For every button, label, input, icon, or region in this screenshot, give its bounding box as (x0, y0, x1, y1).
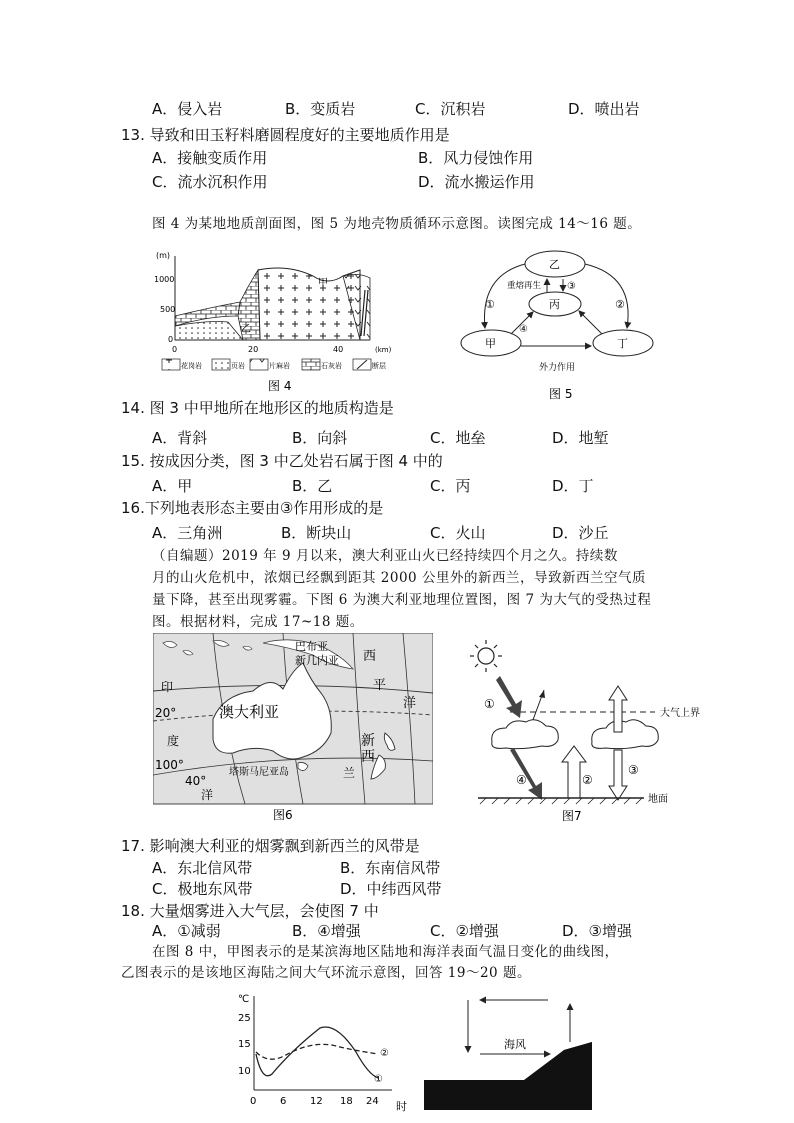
fig5-label-external: 外力作用 (539, 363, 576, 373)
fig8-y-tick-10: 10 (238, 1066, 251, 1077)
fig4-legend-fault: 断层 (372, 362, 386, 370)
q12-option-b: B．变质岩 (285, 100, 356, 118)
q18-option-b: B．④增强 (292, 922, 361, 940)
fig4-x-unit: (km) (375, 346, 392, 354)
q15-stem: 15. 按成因分类，图 3 中乙处岩石属于图 4 中的 (121, 452, 443, 470)
fig6-label-du: 度 (167, 734, 180, 748)
fig6-label-new-guinea: 新几内亚 (295, 654, 339, 667)
q14-option-d: D．地堑 (552, 429, 609, 447)
fig4-y-tick-500: 500 (160, 305, 176, 314)
q13-option-b: B．风力侵蚀作用 (418, 149, 534, 167)
fig8-mark-2: ② (380, 1048, 389, 1059)
q16-stem: 16.下列地表形态主要由③作用形成的是 (121, 499, 384, 517)
fig6-label-xi2: 西 (361, 749, 375, 765)
fig4-legend-shale: 页岩 (231, 362, 245, 370)
intro3-line1: 在图 8 中，甲图表示的是某滨海地区陆地和海洋表面气温日变化的曲线图， (152, 944, 619, 960)
q12-option-a: A．侵入岩 (152, 100, 223, 118)
fig6-label-xi: 西 (363, 649, 377, 664)
fig4-label-jia: 甲 (318, 278, 328, 289)
fig8-y-unit: ℃ (238, 994, 250, 1005)
fig5-mark-2: ② (615, 298, 625, 311)
fig4-x-tick-40: 40 (333, 345, 344, 354)
q13-option-a: A．接触变质作用 (152, 149, 268, 167)
q18-option-c: C．②增强 (430, 922, 499, 940)
q14-stem: 14. 图 3 中甲地所在地形区的地质构造是 (121, 399, 394, 417)
fig5-node-ding: 丁 (617, 337, 628, 350)
q18-option-a: A．①减弱 (152, 922, 221, 940)
fig4-y-tick-0: 0 (168, 335, 174, 344)
fig6-label-australia: 澳大利亚 (219, 703, 280, 721)
fig8-y-tick-25: 25 (238, 1013, 251, 1024)
q12-option-c: C．沉积岩 (415, 100, 486, 118)
fig8-mark-1: ① (374, 1074, 383, 1085)
fig7-atmosphere-heating (470, 638, 700, 828)
q15-option-a: A．甲 (152, 477, 193, 495)
fig6-label-papua: 巴布亚 (295, 640, 328, 653)
fig6-label-ping: 平 (373, 678, 387, 693)
intro3-line2: 乙图表示的是该地区海陆之间大气环流示意图，回答 19～20 题。 (121, 965, 531, 981)
q17-option-a: A．东北信风带 (152, 859, 253, 877)
fig4-label-yi: 乙 (241, 324, 251, 335)
fig6-label-lat40: 40° (185, 774, 207, 788)
q16-option-a: A．三角洲 (152, 524, 223, 542)
intro2-line4: 图。根据材料，完成 17~18 题。 (152, 614, 364, 630)
fig7-mark-3: ③ (628, 763, 639, 777)
fig8-x-tick-24: 24 (366, 1096, 379, 1107)
intro2-line2: 月的山火危机中，浓烟已经飘到距其 2000 公里外的新西兰，导致新西兰空气质 (152, 570, 646, 586)
fig5-crust-cycle (455, 246, 655, 402)
q13-option-d: D．流水搬运作用 (418, 173, 535, 191)
q13-stem: 13. 导致和田玉籽料磨圆程度好的主要地质作用是 (121, 126, 450, 144)
fig8-label-sea-breeze: 海风 (504, 1038, 526, 1051)
fig8-x-unit: 时 (396, 1100, 407, 1113)
fig4-legend-granite: 花岗岩 (181, 362, 202, 370)
fig5-node-bing: 丙 (549, 298, 560, 311)
q16-option-d: D．沙丘 (552, 524, 609, 542)
q18-stem: 18. 大量烟雾进入大气层，会使图 7 中 (121, 902, 379, 920)
fig5-node-yi: 乙 (549, 258, 560, 271)
fig7-mark-1: ① (484, 697, 495, 711)
q17-stem: 17. 影响澳大利亚的烟雾飘到新西兰的风带是 (121, 837, 420, 855)
fig7-caption: 图7 (562, 809, 582, 823)
fig6-label-yin: 印 (161, 680, 174, 694)
fig4-x-tick-0: 0 (172, 345, 178, 354)
fig8-y-tick-15: 15 (238, 1039, 251, 1050)
fig4-caption: 图 4 (268, 379, 292, 392)
fig5-mark-4: ④ (519, 324, 528, 335)
fig6-label-tasmania: 塔斯马尼亚岛 (229, 767, 289, 778)
q16-option-b: B．断块山 (281, 524, 352, 542)
fig7-label-upper: 大气上界 (660, 708, 700, 719)
fig4-y-tick-1000: 1000 (154, 275, 175, 284)
q17-option-c: C．极地东风带 (152, 880, 253, 898)
fig4-legend-gneiss: 片麻岩 (269, 362, 290, 370)
fig4-y-unit: (m) (156, 251, 171, 260)
fig6-caption: 图6 (273, 808, 293, 822)
q12-option-d: D．喷出岩 (568, 100, 640, 118)
fig8-x-tick-18: 18 (340, 1096, 353, 1107)
fig4-geologic-section (148, 246, 400, 392)
fig8-x-tick-0: 0 (250, 1096, 257, 1107)
q14-option-c: C．地垒 (430, 429, 486, 447)
fig6-label-yang2: 洋 (201, 788, 214, 802)
fig4-legend-limestone: 石灰岩 (321, 362, 342, 370)
intro-fig4-fig5: 图 4 为某地地质剖面图，图 5 为地壳物质循环示意图。读图完成 14～16 题。 (152, 216, 642, 232)
q14-option-b: B．向斜 (292, 429, 348, 447)
q15-option-b: B．乙 (292, 477, 333, 495)
fig4-x-tick-20: 20 (248, 345, 259, 354)
fig7-label-ground: 地面 (648, 794, 668, 805)
fig5-label-remelt: 重熔再生 (507, 281, 542, 291)
fig7-mark-4: ④ (516, 773, 527, 787)
fig5-node-jia: 甲 (485, 337, 496, 350)
intro2-line1: （自编题）2019 年 9 月以来，澳大利亚山火已经持续四个月之久。持续数 (152, 548, 618, 564)
fig6-label-lon100: 100° (155, 758, 184, 772)
fig5-caption: 图 5 (549, 387, 573, 401)
fig7-mark-2: ② (582, 773, 593, 787)
fig6-australia-map (153, 633, 433, 823)
fig6-label-xin: 新 (361, 733, 375, 749)
q18-option-d: D．③增强 (562, 922, 632, 940)
q15-option-c: C．丙 (430, 477, 471, 495)
q17-option-b: B．东南信风带 (340, 859, 441, 877)
q14-option-a: A．背斜 (152, 429, 208, 447)
fig8-temperature-chart (232, 990, 412, 1114)
fig6-label-lan: 兰 (343, 766, 356, 780)
fig8-circulation-diagram (424, 994, 594, 1114)
fig6-label-lat20: 20° (155, 706, 177, 720)
intro2-line3: 量下降，甚至出现雾霾。下图 6 为澳大利亚地理位置图，图 7 为大气的受热过程 (152, 592, 652, 608)
q17-option-d: D．中纬西风带 (340, 880, 442, 898)
fig5-mark-1: ① (485, 298, 495, 311)
fig8-x-tick-12: 12 (310, 1096, 323, 1107)
fig6-label-yang1: 洋 (403, 696, 417, 711)
q15-option-d: D．丁 (552, 477, 594, 495)
fig5-mark-3: ③ (567, 281, 576, 292)
q16-option-c: C．火山 (430, 524, 486, 542)
fig8-x-tick-6: 6 (280, 1096, 287, 1107)
q13-option-c: C．流水沉积作用 (152, 173, 268, 191)
